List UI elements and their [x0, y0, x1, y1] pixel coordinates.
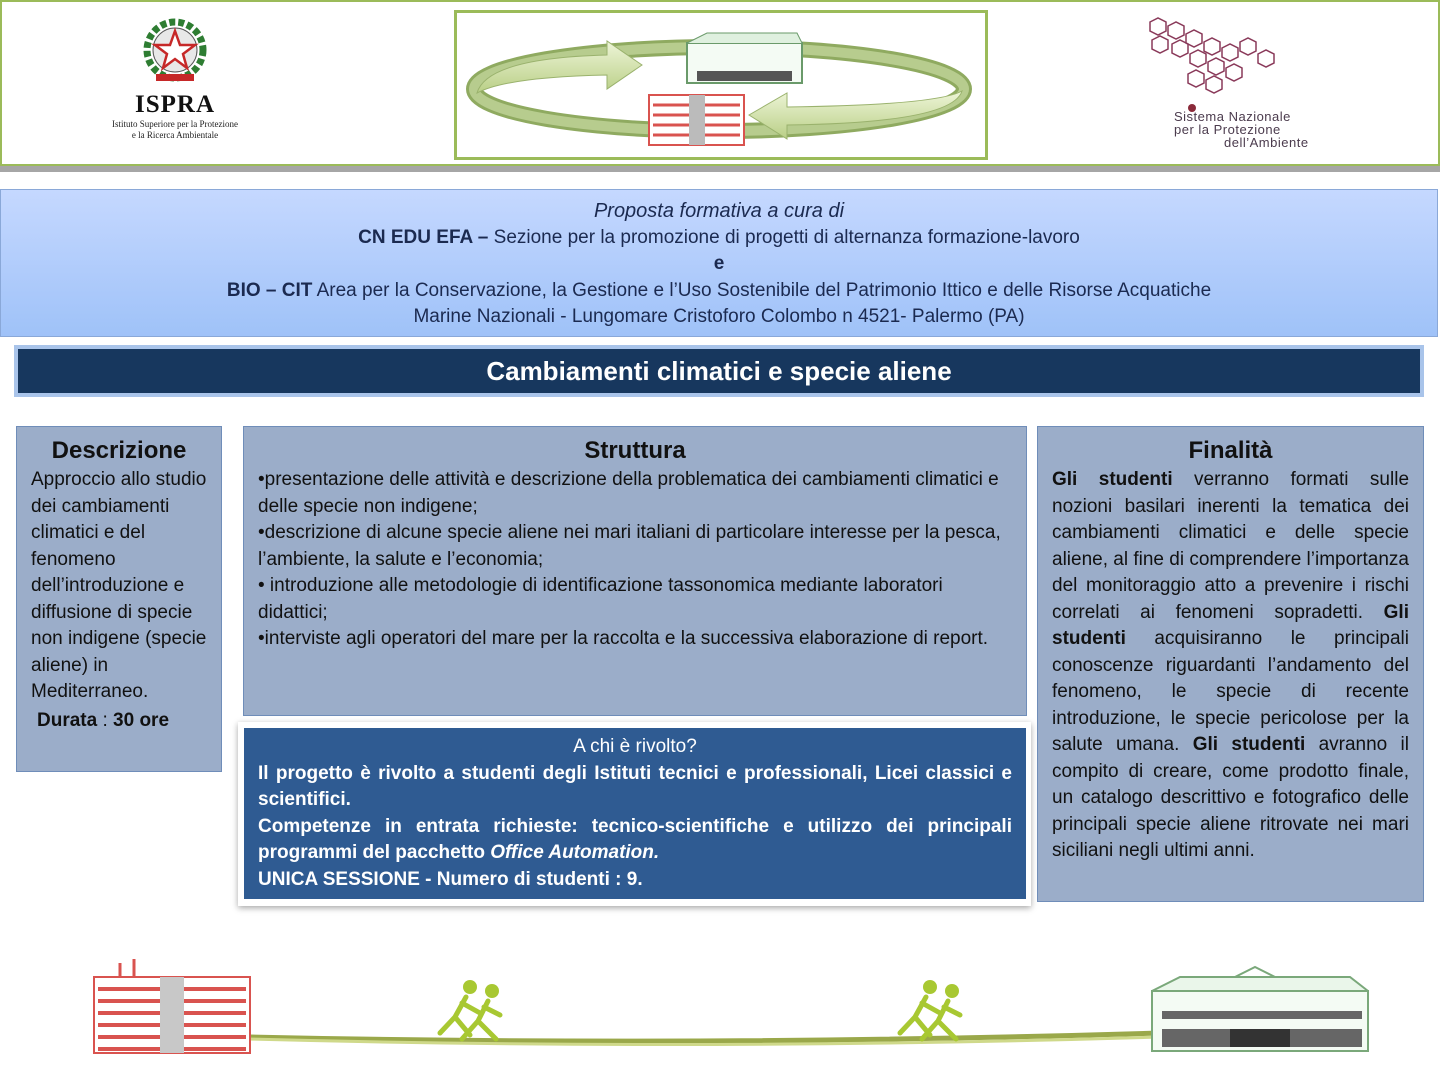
goals-subject: Gli studenti	[1052, 601, 1409, 649]
structure-item: •interviste agli operatori del mare per la raccolta e la successiva elaborazione di report.	[258, 628, 989, 649]
structure-item: •presentazione delle attività e descrizione della problematica dei cambiamenti climatici e delle specie non indigene;	[258, 469, 999, 517]
proposal-org2	[1, 278, 1437, 305]
goals-part1: verranno formati sulle nozioni basilari inerenti la tematica dei cambiamenti climatici e delle specie aliene, al fine di comprendere l’importanza del monitoraggio atto a prevenire i rischi correlati ai fenomeni sopradetti.	[1052, 469, 1410, 623]
goals-subject: Gli studenti	[1052, 469, 1173, 490]
goals-heading: Finalità	[1188, 437, 1273, 464]
page-title: Cambiamenti climatici e specie aliene	[18, 349, 1420, 393]
structure-item: •descrizione di alcune specie aliene nei mari italiani di particolare interesse per la pesca, l’ambiente, la salute e l’economia;	[258, 522, 1001, 570]
cycle-graphic	[454, 10, 988, 160]
snpa-name-line3: dell’Ambiente	[1224, 135, 1309, 150]
ispra-subtitle-line2: e la Ricerca Ambientale	[131, 130, 219, 140]
description-text: Approccio allo studio dei cambiamenti climatici e del fenomeno dell’introduzione e diffusione di specie non indigene (specie aliene) in Mediterraneo.	[31, 469, 207, 702]
ispra-subtitle-line1: Istituto Superiore per la Protezione	[112, 119, 238, 129]
ispra-name: ISPRA	[134, 91, 215, 118]
target-panel	[244, 728, 1026, 899]
footer-illustration	[0, 955, 1440, 1080]
goals-part3: avranno il compito di creare, come prodotto finale, un catalogo descrittivo e fotografico delle principali specie aliene ritrovate nei mari siciliani negli ultimi anni.	[1052, 734, 1410, 861]
ispra-subtitle	[100, 119, 250, 141]
proposal-conjunction: e	[713, 253, 725, 274]
school-building-icon	[94, 959, 250, 1053]
runners-icon	[440, 980, 960, 1039]
description-heading: Descrizione	[51, 437, 187, 464]
target-heading: A chi è rivolto?	[573, 736, 697, 757]
goals-text	[1052, 467, 1409, 865]
duration-separator: :	[97, 709, 114, 731]
title-frame	[14, 345, 1424, 397]
snpa-name-line1: Sistema Nazionale	[1174, 109, 1291, 124]
target-audience: Il progetto è rivolto a studenti degli Istituti tecnici e professionali, Licei classici e scientifici.	[258, 762, 1012, 810]
goals-subject: Gli studenti	[1192, 734, 1306, 755]
target-session: UNICA SESSIONE - Numero di studenti : 9.	[258, 868, 643, 890]
ispra-logo	[100, 14, 250, 154]
school-to-work-path-icon	[0, 955, 1440, 1080]
goals-part2: acquisiranno le principali conoscenze riguardanti l’andamento del fenomeno, le specie di recente introduzione, le specie pericolose per la salute umana.	[1052, 628, 1409, 755]
structure-heading: Struttura	[584, 437, 686, 464]
org2-desc: Area per la Conservazione, la Gestione e l’Uso Sostenibile del Patrimonio Ittico e delle Risorse Acquatiche	[312, 279, 1212, 301]
republic-emblem-icon	[140, 14, 210, 88]
duration-value: 30 ore	[113, 709, 170, 731]
proposal-org1	[1, 225, 1437, 252]
header-divider	[0, 166, 1440, 172]
goals-panel	[1037, 426, 1424, 902]
school-work-cycle-icon	[457, 13, 985, 157]
description-panel	[16, 426, 222, 772]
target-skills	[258, 814, 1012, 867]
duration	[31, 710, 207, 732]
duration-label: Durata	[37, 709, 98, 731]
hexagon-network-icon	[1130, 12, 1280, 112]
snpa-name-line2: per la Protezione	[1174, 122, 1281, 137]
proposal-banner	[0, 189, 1438, 337]
target-skills-text: Competenze in entrata richieste: tecnico-scientifiche e utilizzo dei principali programmi del pacchetto	[258, 815, 1012, 863]
structure-panel	[243, 426, 1027, 716]
proposal-intro: Proposta formativa a cura di	[593, 200, 845, 222]
proposal-org2-address: Marine Nazionali - Lungomare Cristoforo Colombo n 4521- Palermo (PA)	[413, 306, 1025, 327]
structure-item: • introduzione alle metodologie di identificazione tassonomica mediante laboratori didattici;	[258, 575, 943, 623]
snpa-name	[1174, 110, 1364, 149]
org2-name: BIO – CIT	[226, 279, 313, 301]
snpa-logo	[1130, 12, 1370, 157]
target-skills-software: Office Automation.	[490, 842, 660, 863]
org1-name: CN EDU EFA –	[358, 226, 489, 248]
workplace-building-icon	[1152, 967, 1368, 1051]
org1-desc: Sezione per la promozione di progetti di alternanza formazione-lavoro	[488, 226, 1080, 248]
